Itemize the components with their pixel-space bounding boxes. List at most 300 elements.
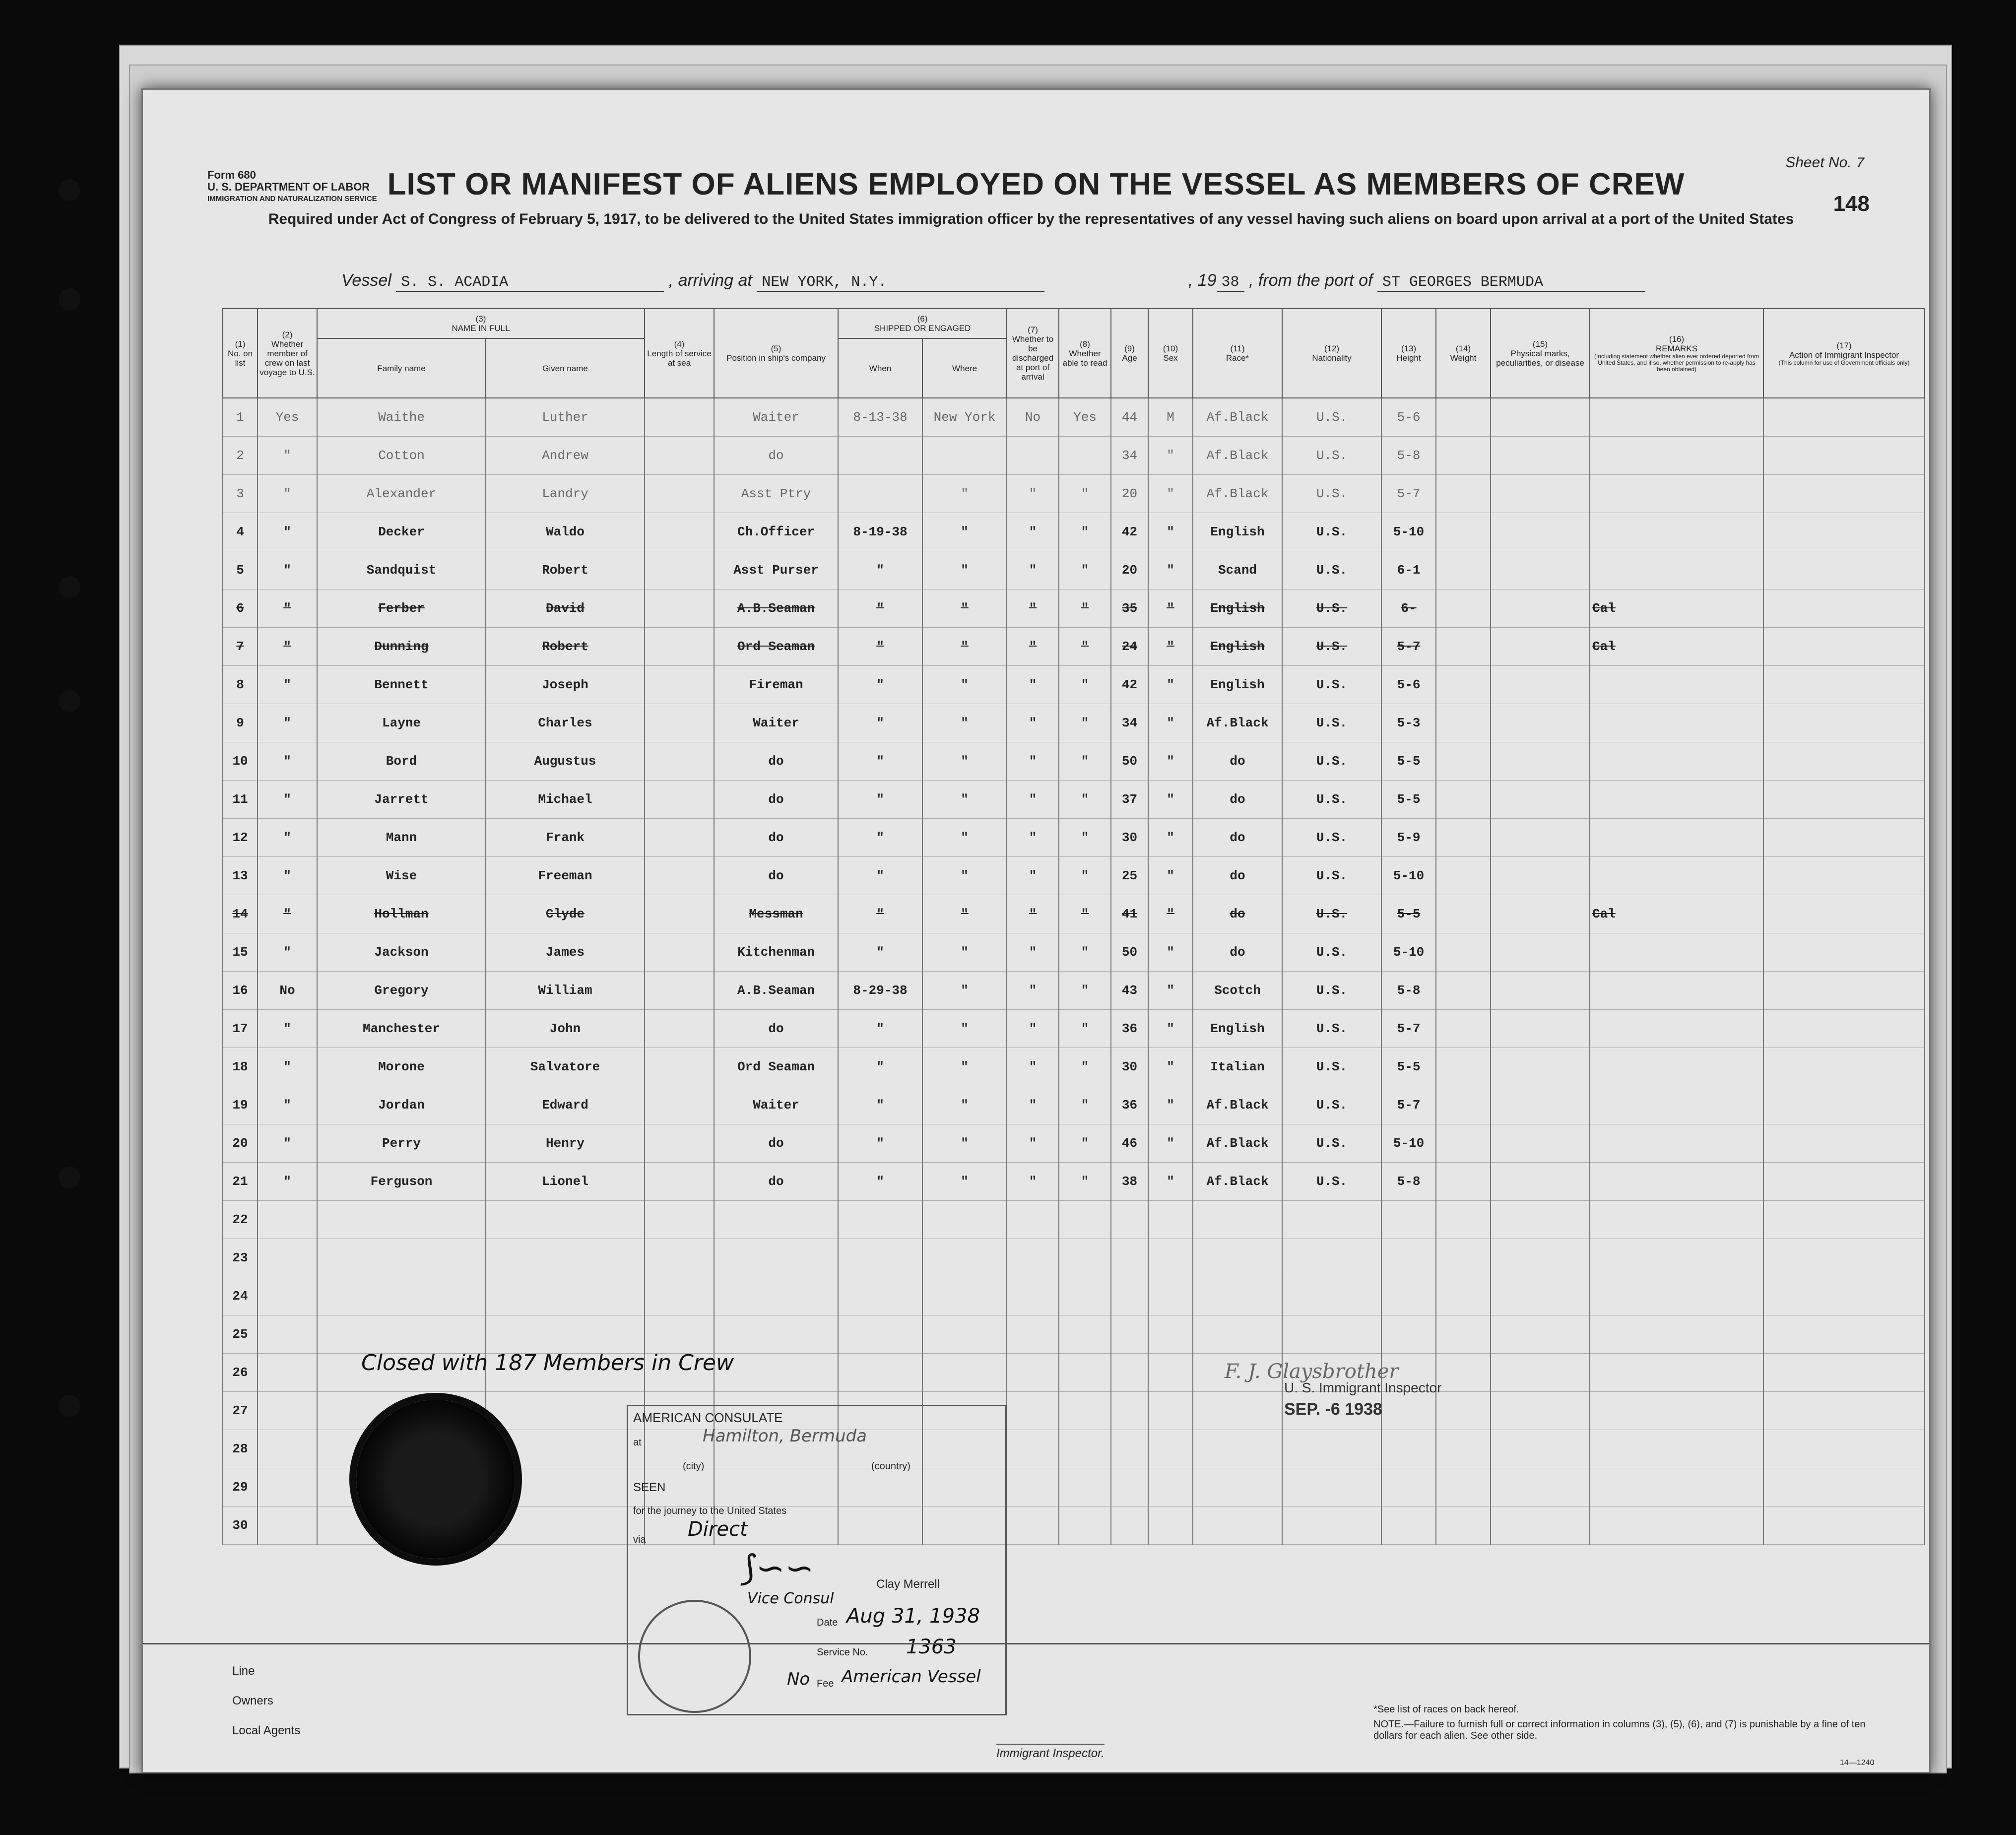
cell-weight: [1436, 1354, 1491, 1392]
cell-nat: [1282, 1315, 1381, 1354]
via-label: via: [633, 1534, 646, 1545]
cell-age: 43: [1111, 972, 1148, 1010]
cell-position: do: [714, 1010, 838, 1048]
cell-disch: ": [1007, 666, 1059, 704]
cell-disch: ": [1007, 742, 1059, 781]
cell-height: 5-3: [1381, 704, 1436, 742]
cell-no: 11: [223, 781, 258, 819]
cell-no: 19: [223, 1086, 258, 1124]
cell-marks: [1491, 857, 1590, 895]
cell-nat: [1282, 1430, 1381, 1468]
cell-age: [1111, 1507, 1148, 1545]
form-number: Form 680: [207, 169, 256, 181]
col-physical-marks: (15) Physical marks, peculiarities, or disease: [1491, 309, 1590, 398]
col-weight: (14) Weight: [1436, 309, 1491, 398]
cell-remark: [1590, 1010, 1763, 1048]
cell-where: [922, 1201, 1007, 1239]
cell-when: ": [838, 551, 922, 590]
col-when: When: [838, 338, 922, 398]
arriving-label: , arriving at: [668, 271, 752, 290]
cell-where: ": [922, 781, 1007, 819]
cell-no: 20: [223, 1124, 258, 1163]
cell-family: [317, 1277, 486, 1315]
cell-race: [1193, 1392, 1282, 1430]
cell-age: 30: [1111, 1048, 1148, 1086]
cell-disch: [1007, 1430, 1059, 1468]
cell-family: Sandquist: [317, 551, 486, 590]
cell-sex: ": [1148, 551, 1193, 590]
cell-remark: [1590, 819, 1763, 857]
cell-prev: [258, 1201, 317, 1239]
cell-when: 8-29-38: [838, 972, 922, 1010]
cell-read: [1059, 1468, 1111, 1507]
cell-sex: ": [1148, 590, 1193, 628]
cell-height: 5-10: [1381, 1124, 1436, 1163]
cell-no: 10: [223, 742, 258, 781]
cell-given: Andrew: [486, 437, 645, 475]
cell-read: [1059, 1277, 1111, 1315]
cell-when: [838, 1201, 922, 1239]
cell-family: Dunning: [317, 628, 486, 666]
fee-note: American Vessel: [842, 1667, 981, 1687]
cell-height: 5-7: [1381, 1086, 1436, 1124]
table-row: [223, 628, 1925, 666]
cell-prev: [258, 1468, 317, 1507]
cell-marks: [1491, 1507, 1590, 1545]
cell-height: 5-10: [1381, 933, 1436, 972]
cell-weight: [1436, 628, 1491, 666]
col-previous-voyage: (2) Whether member of crew on last voyage to U.S.: [258, 309, 317, 398]
cell-when: [838, 1315, 922, 1354]
cell-race: [1193, 1315, 1282, 1354]
cell-race: Af.Black: [1193, 704, 1282, 742]
cell-family: Decker: [317, 513, 486, 551]
cell-family: Manchester: [317, 1010, 486, 1048]
cell-when: ": [838, 895, 922, 933]
cell-position: do: [714, 742, 838, 781]
cell-no: 3: [223, 475, 258, 513]
cell-prev: [258, 1315, 317, 1354]
col-name: (3) NAME IN FULL: [317, 309, 645, 338]
cell-length: [645, 819, 714, 857]
cell-given: Clyde: [486, 895, 645, 933]
cell-height: 5-10: [1381, 513, 1436, 551]
cell-sex: ": [1148, 437, 1193, 475]
cell-remark: [1590, 1392, 1763, 1430]
cell-position: Kitchenman: [714, 933, 838, 972]
cell-when: [838, 1354, 922, 1392]
cell-race: English: [1193, 666, 1282, 704]
cell-remark: [1590, 1430, 1763, 1468]
cell-race: do: [1193, 895, 1282, 933]
cell-remark: Cal: [1590, 590, 1763, 628]
cell-race: Af.Black: [1193, 1124, 1282, 1163]
cell-no: 21: [223, 1163, 258, 1201]
cell-nat: [1282, 1507, 1381, 1545]
cell-when: [838, 475, 922, 513]
cell-prev: ": [258, 704, 317, 742]
cell-where: [922, 1277, 1007, 1315]
table-row: [223, 475, 1925, 513]
page-number: 148: [1833, 192, 1870, 216]
penalty-note: NOTE.—Failure to furnish full or correct information in columns (3), (5), (6), and (7) is punishable by a fine of ten dollars for each alien. See other side.: [1373, 1719, 1866, 1741]
cell-race: [1193, 1201, 1282, 1239]
cell-read: ": [1059, 742, 1111, 781]
cell-when: [838, 1239, 922, 1277]
cell-sex: ": [1148, 933, 1193, 972]
cell-position: A.B.Seaman: [714, 972, 838, 1010]
cell-no: 2: [223, 437, 258, 475]
cell-weight: [1436, 1468, 1491, 1507]
cell-disch: [1007, 1239, 1059, 1277]
cell-when: ": [838, 1124, 922, 1163]
cell-length: [645, 628, 714, 666]
city-label: (city): [683, 1461, 705, 1472]
cell-given: Freeman: [486, 857, 645, 895]
cell-nat: U.S.: [1282, 972, 1381, 1010]
cell-read: [1059, 1239, 1111, 1277]
cell-remark: [1590, 475, 1763, 513]
cell-height: 5-10: [1381, 857, 1436, 895]
cell-given: [486, 1239, 645, 1277]
cell-disch: ": [1007, 972, 1059, 1010]
cell-when: 8-19-38: [838, 513, 922, 551]
cell-sex: ": [1148, 666, 1193, 704]
cell-position: Waiter: [714, 1086, 838, 1124]
cell-sex: ": [1148, 628, 1193, 666]
cell-where: ": [922, 1010, 1007, 1048]
cell-where: [922, 437, 1007, 475]
cell-action: [1763, 1010, 1925, 1048]
cell-weight: [1436, 972, 1491, 1010]
cell-when: ": [838, 1010, 922, 1048]
col-where: Where: [922, 338, 1007, 398]
cell-disch: [1007, 1201, 1059, 1239]
cell-marks: [1491, 1048, 1590, 1086]
cell-weight: [1436, 1392, 1491, 1430]
cell-where: ": [922, 895, 1007, 933]
consulate-place: Hamilton, Bermuda: [703, 1426, 867, 1446]
cell-prev: ": [258, 628, 317, 666]
cell-read: ": [1059, 1010, 1111, 1048]
table-row: [223, 513, 1925, 551]
cell-where: ": [922, 742, 1007, 781]
cell-marks: [1491, 1010, 1590, 1048]
cell-action: [1763, 1354, 1925, 1392]
cell-marks: [1491, 590, 1590, 628]
cell-no: 27: [223, 1392, 258, 1430]
cell-weight: [1436, 933, 1491, 972]
cell-remark: [1590, 1163, 1763, 1201]
cell-read: ": [1059, 628, 1111, 666]
cell-age: 25: [1111, 857, 1148, 895]
cell-height: 5-8: [1381, 972, 1436, 1010]
cell-age: [1111, 1315, 1148, 1354]
cell-read: ": [1059, 972, 1111, 1010]
cell-action: [1763, 895, 1925, 933]
binder-hole: [59, 288, 80, 310]
cell-action: [1763, 513, 1925, 551]
cell-family: Wise: [317, 857, 486, 895]
cell-remark: [1590, 551, 1763, 590]
cell-remark: [1590, 398, 1763, 437]
cell-race: do: [1193, 819, 1282, 857]
cell-race: [1193, 1239, 1282, 1277]
cell-where: ": [922, 819, 1007, 857]
cell-family: Gregory: [317, 972, 486, 1010]
cell-prev: ": [258, 1163, 317, 1201]
cell-nat: U.S.: [1282, 1010, 1381, 1048]
cell-marks: [1491, 1124, 1590, 1163]
cell-no: 29: [223, 1468, 258, 1507]
cell-no: 30: [223, 1507, 258, 1545]
cell-height: [1381, 1201, 1436, 1239]
cell-weight: [1436, 1201, 1491, 1239]
cell-height: 5-5: [1381, 895, 1436, 933]
cell-nat: U.S.: [1282, 933, 1381, 972]
cell-action: [1763, 742, 1925, 781]
from-label: , from the port of: [1248, 271, 1373, 290]
cell-read: ": [1059, 781, 1111, 819]
cell-nat: [1282, 1239, 1381, 1277]
cell-nat: U.S.: [1282, 895, 1381, 933]
cell-nat: U.S.: [1282, 819, 1381, 857]
cell-read: [1059, 1201, 1111, 1239]
cell-sex: [1148, 1468, 1193, 1507]
table-row: [223, 704, 1925, 742]
cell-length: [645, 551, 714, 590]
cell-marks: [1491, 1430, 1590, 1468]
col-no: (1) No. on list: [223, 309, 258, 398]
cell-read: ": [1059, 590, 1111, 628]
cell-given: [486, 1392, 645, 1430]
cell-when: ": [838, 933, 922, 972]
cell-where: ": [922, 666, 1007, 704]
cell-read: [1059, 1507, 1111, 1545]
cell-given: Waldo: [486, 513, 645, 551]
cell-marks: [1491, 475, 1590, 513]
seen-label: SEEN: [633, 1481, 666, 1494]
cell-length: [645, 742, 714, 781]
cell-no: 1: [223, 398, 258, 437]
binder-hole: [59, 179, 80, 201]
cell-prev: ": [258, 475, 317, 513]
cell-marks: [1491, 1277, 1590, 1315]
cell-action: [1763, 857, 1925, 895]
cell-read: ": [1059, 666, 1111, 704]
col-remarks: (16) REMARKS (Including statement whether alien ever ordered deported from United States, and if so, whether permission to re-apply has been obtained): [1590, 309, 1763, 398]
table-row: [223, 437, 1925, 475]
cell-marks: [1491, 1354, 1590, 1392]
cell-action: [1763, 933, 1925, 972]
cell-action: [1763, 628, 1925, 666]
cell-marks: [1491, 1468, 1590, 1507]
cell-race: English: [1193, 513, 1282, 551]
cell-no: 13: [223, 857, 258, 895]
cell-no: 22: [223, 1201, 258, 1239]
cell-read: [1059, 1392, 1111, 1430]
cell-age: [1111, 1430, 1148, 1468]
cell-sex: ": [1148, 972, 1193, 1010]
inspector-signature: F. J. Glaysbrother: [1225, 1360, 1399, 1383]
cell-position: Waiter: [714, 704, 838, 742]
cell-family: Morone: [317, 1048, 486, 1086]
cell-where: ": [922, 513, 1007, 551]
cell-race: Italian: [1193, 1048, 1282, 1086]
cell-race: [1193, 1468, 1282, 1507]
cell-prev: ": [258, 590, 317, 628]
cell-position: [714, 1239, 838, 1277]
cell-read: ": [1059, 895, 1111, 933]
cell-prev: ": [258, 437, 317, 475]
cell-disch: ": [1007, 1163, 1059, 1201]
cell-read: ": [1059, 551, 1111, 590]
cell-marks: [1491, 437, 1590, 475]
cell-remark: [1590, 742, 1763, 781]
cell-nat: [1282, 1468, 1381, 1507]
cell-weight: [1436, 437, 1491, 475]
cell-nat: U.S.: [1282, 513, 1381, 551]
sheet-label: Sheet No.: [1785, 154, 1852, 171]
cell-marks: [1491, 933, 1590, 972]
table-row: [223, 666, 1925, 704]
fee-label: Fee: [817, 1678, 834, 1689]
closing-note: Closed with 187 Members in Crew: [361, 1350, 734, 1376]
cell-race: do: [1193, 857, 1282, 895]
inspector-title: U. S. Immigrant Inspector: [1284, 1380, 1442, 1395]
cell-position: Fireman: [714, 666, 838, 704]
cell-age: 36: [1111, 1086, 1148, 1124]
cell-remark: [1590, 437, 1763, 475]
cell-disch: [1007, 437, 1059, 475]
cell-given: Charles: [486, 704, 645, 742]
cell-length: [645, 1315, 714, 1354]
cell-nat: U.S.: [1282, 590, 1381, 628]
binder-hole: [59, 1395, 80, 1417]
cell-disch: ": [1007, 513, 1059, 551]
cell-family: [317, 1201, 486, 1239]
consul-signature: ⟆∽∽: [742, 1548, 814, 1588]
cell-sex: ": [1148, 857, 1193, 895]
cell-marks: [1491, 1315, 1590, 1354]
cell-nat: U.S.: [1282, 475, 1381, 513]
cell-position: Ord Seaman: [714, 628, 838, 666]
table-row: [223, 972, 1925, 1010]
cell-length: [645, 1239, 714, 1277]
cell-nat: U.S.: [1282, 781, 1381, 819]
cell-disch: ": [1007, 590, 1059, 628]
cell-when: [838, 437, 922, 475]
cell-height: 5-6: [1381, 398, 1436, 437]
cell-position: do: [714, 1124, 838, 1163]
cell-height: 5-5: [1381, 742, 1436, 781]
cell-sex: [1148, 1239, 1193, 1277]
cell-disch: ": [1007, 857, 1059, 895]
cell-height: [1381, 1239, 1436, 1277]
cell-nat: U.S.: [1282, 857, 1381, 895]
cell-prev: [258, 1430, 317, 1468]
cell-weight: [1436, 1163, 1491, 1201]
cell-height: 6-1: [1381, 551, 1436, 590]
cell-action: [1763, 666, 1925, 704]
cell-length: [645, 398, 714, 437]
cell-sex: ": [1148, 742, 1193, 781]
cell-no: 28: [223, 1430, 258, 1468]
empty-row: [223, 1277, 1925, 1315]
table-row: [223, 1163, 1925, 1201]
cell-action: [1763, 551, 1925, 590]
cell-age: 35: [1111, 590, 1148, 628]
cell-race: Af.Black: [1193, 1163, 1282, 1201]
cell-read: ": [1059, 704, 1111, 742]
cell-age: [1111, 1354, 1148, 1392]
cell-read: ": [1059, 1086, 1111, 1124]
cell-disch: ": [1007, 933, 1059, 972]
cell-family: Jordan: [317, 1086, 486, 1124]
cell-sex: ": [1148, 1010, 1193, 1048]
cell-age: 38: [1111, 1163, 1148, 1201]
cell-weight: [1436, 742, 1491, 781]
cell-length: [645, 1163, 714, 1201]
cell-nat: U.S.: [1282, 1048, 1381, 1086]
cell-weight: [1436, 1048, 1491, 1086]
cell-read: ": [1059, 857, 1111, 895]
cell-where: ": [922, 1048, 1007, 1086]
cell-height: 5-6: [1381, 666, 1436, 704]
cell-given: Lionel: [486, 1163, 645, 1201]
cell-when: ": [838, 590, 922, 628]
cell-family: Jackson: [317, 933, 486, 972]
cell-family: Alexander: [317, 475, 486, 513]
cell-age: 34: [1111, 704, 1148, 742]
cell-age: 50: [1111, 742, 1148, 781]
cell-sex: ": [1148, 819, 1193, 857]
cell-given: James: [486, 933, 645, 972]
cell-height: 5-8: [1381, 437, 1436, 475]
year: 38: [1217, 274, 1244, 292]
cell-prev: [258, 1239, 317, 1277]
date-stamp: SEP. -6 1938: [1284, 1400, 1382, 1419]
table-row: [223, 1048, 1925, 1086]
cell-weight: [1436, 1124, 1491, 1163]
cell-weight: [1436, 857, 1491, 895]
col-given-name: Given name: [486, 338, 645, 398]
cell-family: Ferguson: [317, 1163, 486, 1201]
cell-no: 17: [223, 1010, 258, 1048]
cell-prev: ": [258, 513, 317, 551]
cell-weight: [1436, 513, 1491, 551]
cell-given: Robert: [486, 628, 645, 666]
cell-disch: No: [1007, 398, 1059, 437]
cell-disch: ": [1007, 1048, 1059, 1086]
cell-remark: [1590, 1507, 1763, 1545]
cell-prev: ": [258, 551, 317, 590]
cell-disch: ": [1007, 781, 1059, 819]
cell-weight: [1436, 1430, 1491, 1468]
cell-weight: [1436, 1277, 1491, 1315]
cell-no: 7: [223, 628, 258, 666]
footer-line: Line: [232, 1664, 255, 1678]
cell-nat: U.S.: [1282, 628, 1381, 666]
cell-when: 8-13-38: [838, 398, 922, 437]
table-row: [223, 742, 1925, 781]
cell-marks: [1491, 398, 1590, 437]
cell-where: ": [922, 628, 1007, 666]
consul-title: Vice Consul: [747, 1590, 834, 1607]
cell-age: 44: [1111, 398, 1148, 437]
cell-weight: [1436, 704, 1491, 742]
cell-marks: [1491, 704, 1590, 742]
